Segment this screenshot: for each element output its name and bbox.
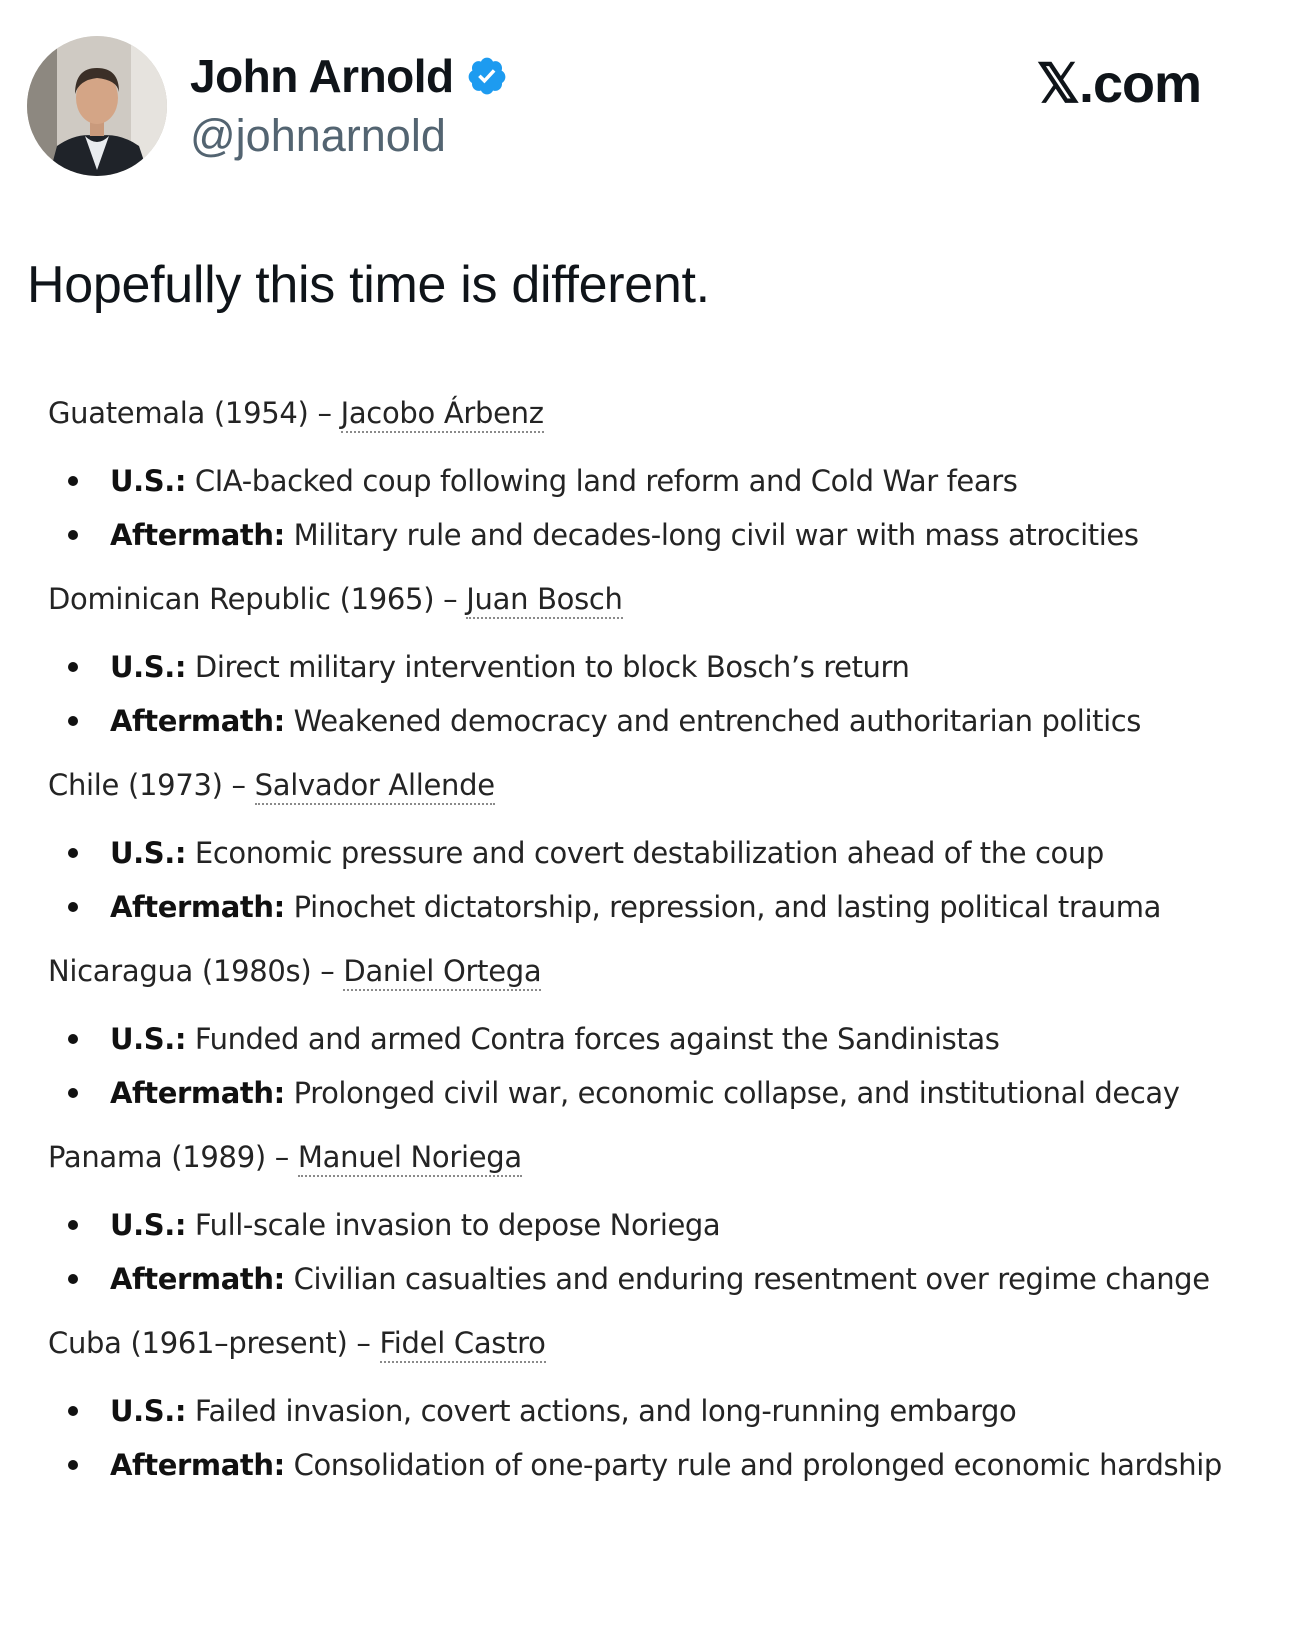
section-spacer xyxy=(48,1120,1248,1134)
us-text: Failed invasion, covert actions, and long-running embargo xyxy=(186,1394,1017,1428)
section-country: Dominican Republic (1965) – xyxy=(48,582,467,616)
us-label: U.S.: xyxy=(110,1022,187,1056)
list-item-aftermath xyxy=(48,1252,1248,1306)
section-leader-link[interactable]: Fidel Castro xyxy=(380,1326,546,1363)
section-spacer xyxy=(48,562,1248,576)
bullet-icon xyxy=(68,902,78,912)
section-title xyxy=(48,576,1248,622)
country-section xyxy=(48,576,1248,748)
aftermath-text: Pinochet dictatorship, repression, and lasting political trauma xyxy=(284,890,1161,924)
us-text: Direct military intervention to block Bosch’s return xyxy=(186,650,910,684)
section-title xyxy=(48,1134,1248,1180)
attached-document-image xyxy=(48,390,1248,1492)
country-section xyxy=(48,390,1248,562)
avatar-photo xyxy=(27,36,167,176)
section-spacer xyxy=(48,934,1248,948)
section-bullets xyxy=(48,640,1248,748)
country-section xyxy=(48,948,1248,1120)
section-country: Nicaragua (1980s) – xyxy=(48,954,344,988)
section-bullets xyxy=(48,1384,1248,1492)
list-item-us xyxy=(48,1012,1248,1066)
aftermath-text: Prolonged civil war, economic collapse, and institutional decay xyxy=(284,1076,1180,1110)
author-handle[interactable]: @johnarnold xyxy=(190,110,446,161)
aftermath-label: Aftermath: xyxy=(110,1262,285,1296)
section-leader-link[interactable]: Jacobo Árbenz xyxy=(341,396,544,433)
aftermath-label: Aftermath: xyxy=(110,518,285,552)
section-leader-link[interactable]: Manuel Noriega xyxy=(298,1140,522,1177)
aftermath-text: Civilian casualties and enduring resentment over regime change xyxy=(284,1262,1210,1296)
us-label: U.S.: xyxy=(110,836,187,870)
section-leader-link[interactable]: Salvador Allende xyxy=(255,768,495,805)
section-leader-link[interactable]: Juan Bosch xyxy=(466,582,622,619)
section-leader-link[interactable]: Daniel Ortega xyxy=(343,954,541,991)
bullet-icon xyxy=(68,1034,78,1044)
section-bullets xyxy=(48,1012,1248,1120)
us-text: Full-scale invasion to depose Noriega xyxy=(186,1208,721,1242)
section-title xyxy=(48,390,1248,436)
list-item-us xyxy=(48,454,1248,508)
aftermath-text: Consolidation of one-party rule and prolonged economic hardship xyxy=(284,1448,1222,1482)
bullet-icon xyxy=(68,476,78,486)
list-item-us xyxy=(48,1198,1248,1252)
us-text: Economic pressure and covert destabilization ahead of the coup xyxy=(186,836,1104,870)
section-country: Cuba (1961–present) – xyxy=(48,1326,380,1360)
bullet-icon xyxy=(68,1274,78,1284)
us-label: U.S.: xyxy=(110,1394,187,1428)
aftermath-text: Military rule and decades-long civil war with mass atrocities xyxy=(284,518,1139,552)
list-item-aftermath xyxy=(48,880,1248,934)
section-spacer xyxy=(48,1306,1248,1320)
section-title xyxy=(48,1320,1248,1366)
tweet-text: Hopefully this time is different. xyxy=(27,256,710,314)
bullet-icon xyxy=(68,1220,78,1230)
section-country: Chile (1973) – xyxy=(48,768,255,802)
us-label: U.S.: xyxy=(110,464,187,498)
bullet-icon xyxy=(68,1460,78,1470)
bullet-icon xyxy=(68,848,78,858)
bullet-icon xyxy=(68,1088,78,1098)
display-name[interactable]: John Arnold xyxy=(190,50,454,102)
country-section xyxy=(48,1320,1248,1492)
section-bullets xyxy=(48,1198,1248,1306)
aftermath-label: Aftermath: xyxy=(110,1448,285,1482)
country-section xyxy=(48,762,1248,934)
list-item-aftermath xyxy=(48,508,1248,562)
section-bullets xyxy=(48,826,1248,934)
aftermath-text: Weakened democracy and entrenched authoritarian politics xyxy=(284,704,1141,738)
us-label: U.S.: xyxy=(110,1208,187,1242)
bullet-icon xyxy=(68,662,78,672)
aftermath-label: Aftermath: xyxy=(110,890,285,924)
list-item-us xyxy=(48,640,1248,694)
bullet-icon xyxy=(68,1406,78,1416)
author-identity xyxy=(190,48,508,162)
bullet-icon xyxy=(68,716,78,726)
country-section xyxy=(48,1134,1248,1306)
avatar[interactable] xyxy=(27,36,167,176)
section-country: Guatemala (1954) – xyxy=(48,396,341,430)
aftermath-label: Aftermath: xyxy=(110,1076,285,1110)
tweet-header xyxy=(27,36,1263,176)
section-title xyxy=(48,948,1248,994)
section-bullets xyxy=(48,454,1248,562)
x-brand-logo: 𝕏.com xyxy=(1036,54,1201,114)
aftermath-label: Aftermath: xyxy=(110,704,285,738)
list-item-aftermath xyxy=(48,1066,1248,1120)
list-item-us xyxy=(48,826,1248,880)
bullet-icon xyxy=(68,530,78,540)
list-item-aftermath xyxy=(48,1438,1248,1492)
section-country: Panama (1989) – xyxy=(48,1140,298,1174)
us-label: U.S.: xyxy=(110,650,187,684)
section-spacer xyxy=(48,748,1248,762)
list-item-aftermath xyxy=(48,694,1248,748)
verified-badge-icon xyxy=(466,55,508,97)
list-item-us xyxy=(48,1384,1248,1438)
us-text: Funded and armed Contra forces against the Sandinistas xyxy=(186,1022,1000,1056)
us-text: CIA-backed coup following land reform and Cold War fears xyxy=(186,464,1018,498)
section-title xyxy=(48,762,1248,808)
